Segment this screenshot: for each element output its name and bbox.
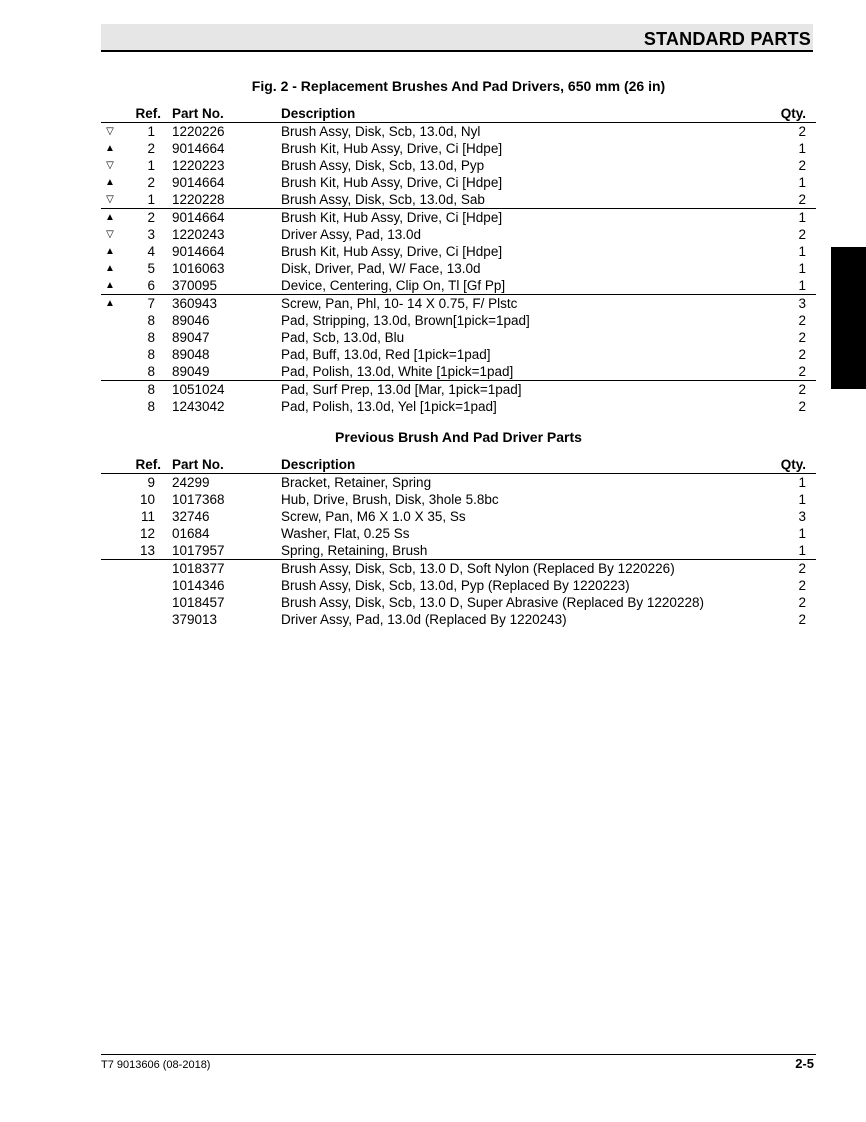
quantity-cell: 1 (798, 210, 806, 225)
description-cell: Driver Assy, Pad, 13.0d (281, 227, 422, 242)
quantity-cell: 2 (798, 158, 806, 173)
quantity-cell: 1 (798, 492, 806, 507)
ref-cell: 9 (147, 475, 155, 490)
header-bar (101, 24, 813, 52)
ref-cell: 11 (140, 509, 155, 524)
footer-divider (101, 1054, 816, 1055)
change-marker-icon: ▲ (105, 280, 115, 291)
col-qty-header: Qty. (780, 106, 806, 121)
part-number-cell: 1017368 (172, 492, 225, 507)
part-number-cell: 1220223 (172, 158, 225, 173)
quantity-cell: 2 (798, 124, 806, 139)
change-marker-icon: ▲ (105, 143, 115, 154)
section-thumb-tab (831, 247, 866, 389)
change-marker-icon: ▲ (105, 263, 115, 274)
part-number-cell: 1018457 (172, 595, 225, 610)
quantity-cell: 1 (798, 543, 806, 558)
part-number-cell: 379013 (172, 612, 218, 627)
part-number-cell: 1014346 (172, 578, 225, 593)
parts-table-previous (101, 457, 816, 628)
quantity-cell: 2 (798, 313, 806, 328)
table-row (101, 260, 816, 277)
ref-cell: 10 (139, 492, 155, 507)
table-row (101, 525, 816, 542)
part-number-cell: 9014664 (172, 244, 225, 259)
table-row (101, 398, 816, 415)
description-cell: Brush Kit, Hub Assy, Drive, Ci [Hdpe] (281, 175, 503, 190)
description-cell: Brush Kit, Hub Assy, Drive, Ci [Hdpe] (281, 141, 503, 156)
description-cell: Brush Assy, Disk, Scb, 13.0 D, Super Abrasive (Replaced By 1220228) (281, 595, 704, 610)
table-row (101, 243, 816, 260)
ref-cell: 1 (147, 158, 155, 173)
ref-cell: 5 (147, 261, 155, 276)
parts-table-replacement (101, 106, 816, 415)
part-number-cell: 24299 (172, 475, 210, 490)
col-desc-header: Description (281, 106, 356, 121)
table-header (101, 106, 816, 123)
change-marker-icon: ▽ (106, 160, 114, 171)
section-title-previous: Previous Brush And Pad Driver Parts (335, 429, 582, 445)
col-desc-header: Description (281, 457, 356, 472)
ref-cell: 7 (147, 296, 155, 311)
description-cell: Device, Centering, Clip On, Tl [Gf Pp] (281, 278, 506, 293)
ref-cell: 8 (147, 364, 155, 379)
part-number-cell: 1051024 (172, 382, 225, 397)
ref-cell: 8 (147, 382, 155, 397)
table-row (101, 508, 816, 525)
part-number-cell: 370095 (172, 278, 218, 293)
table-row (101, 191, 816, 208)
part-number-cell: 1016063 (172, 261, 225, 276)
change-marker-icon: ▽ (106, 229, 114, 240)
ref-cell: 8 (147, 330, 155, 345)
quantity-cell: 3 (798, 509, 806, 524)
part-number-cell: 1018377 (172, 561, 225, 576)
quantity-cell: 2 (798, 399, 806, 414)
change-marker-icon: ▽ (106, 126, 114, 137)
part-number-cell: 9014664 (172, 210, 225, 225)
col-ref-header: Ref. (135, 106, 161, 121)
ref-cell: 8 (147, 399, 155, 414)
quantity-cell: 1 (798, 475, 806, 490)
ref-cell: 4 (147, 244, 155, 259)
quantity-cell: 2 (798, 364, 806, 379)
quantity-cell: 1 (798, 175, 806, 190)
description-cell: Pad, Polish, 13.0d, White [1pick=1pad] (281, 364, 514, 379)
table-row (101, 140, 816, 157)
figure-title: Fig. 2 - Replacement Brushes And Pad Drivers, 650 mm (26 in) (251, 78, 666, 94)
quantity-cell: 2 (798, 192, 806, 207)
table-row (101, 226, 816, 243)
quantity-cell: 1 (798, 526, 806, 541)
ref-cell: 2 (147, 210, 155, 225)
description-cell: Brush Assy, Disk, Scb, 13.0d, Sab (281, 192, 485, 207)
description-cell: Pad, Surf Prep, 13.0d [Mar, 1pick=1pad] (281, 382, 522, 397)
ref-cell: 2 (147, 175, 155, 190)
change-marker-icon: ▽ (106, 194, 114, 205)
part-number-cell: 89046 (172, 313, 210, 328)
page-number: 2-5 (795, 1056, 814, 1071)
table-row (101, 174, 816, 191)
description-cell: Brush Assy, Disk, Scb, 13.0d, Pyp (Replaced By 1220223) (281, 578, 630, 593)
description-cell: Hub, Drive, Brush, Disk, 3hole 5.8bc (281, 492, 499, 507)
change-marker-icon: ▲ (105, 212, 115, 223)
table-row (101, 542, 816, 559)
description-cell: Brush Kit, Hub Assy, Drive, Ci [Hdpe] (281, 210, 503, 225)
table-row (101, 474, 816, 491)
table-row (101, 208, 816, 226)
description-cell: Pad, Polish, 13.0d, Yel [1pick=1pad] (281, 399, 497, 414)
col-qty-header: Qty. (780, 457, 806, 472)
table-body (101, 474, 816, 628)
quantity-cell: 1 (798, 261, 806, 276)
quantity-cell: 1 (798, 141, 806, 156)
description-cell: Screw, Pan, M6 X 1.0 X 35, Ss (281, 509, 466, 524)
quantity-cell: 2 (798, 347, 806, 362)
part-number-cell: 32746 (172, 509, 210, 524)
quantity-cell: 1 (798, 278, 806, 293)
quantity-cell: 1 (798, 244, 806, 259)
part-number-cell: 89047 (172, 330, 210, 345)
description-cell: Screw, Pan, Phl, 10- 14 X 0.75, F/ Plstc (281, 296, 518, 311)
part-number-cell: 89049 (172, 364, 210, 379)
quantity-cell: 2 (798, 227, 806, 242)
ref-cell: 8 (147, 313, 155, 328)
ref-cell: 13 (139, 543, 155, 558)
table-row (101, 294, 816, 312)
ref-cell: 1 (147, 124, 155, 139)
change-marker-icon: ▲ (105, 246, 115, 257)
description-cell: Brush Kit, Hub Assy, Drive, Ci [Hdpe] (281, 244, 503, 259)
document-number: T7 9013606 (08-2018) (101, 1059, 211, 1071)
part-number-cell: 360943 (172, 296, 218, 311)
quantity-cell: 2 (798, 595, 806, 610)
table-row (101, 594, 816, 611)
table-row (101, 491, 816, 508)
table-row (101, 277, 816, 294)
description-cell: Pad, Stripping, 13.0d, Brown[1pick=1pad] (281, 313, 530, 328)
part-number-cell: 1243042 (172, 399, 225, 414)
description-cell: Disk, Driver, Pad, W/ Face, 13.0d (281, 261, 481, 276)
description-cell: Brush Assy, Disk, Scb, 13.0d, Nyl (281, 124, 481, 139)
change-marker-icon: ▲ (105, 177, 115, 188)
table-row (101, 363, 816, 380)
description-cell: Washer, Flat, 0.25 Ss (281, 526, 410, 541)
table-row (101, 559, 816, 577)
ref-cell: 2 (147, 141, 155, 156)
description-cell: Spring, Retaining, Brush (281, 543, 428, 558)
table-row (101, 312, 816, 329)
description-cell: Pad, Scb, 13.0d, Blu (281, 330, 405, 345)
table-body (101, 123, 816, 415)
quantity-cell: 2 (798, 330, 806, 345)
col-ref-header: Ref. (135, 457, 161, 472)
change-marker-icon: ▲ (105, 298, 115, 309)
col-part-header: Part No. (172, 106, 224, 121)
quantity-cell: 2 (798, 578, 806, 593)
ref-cell: 12 (139, 526, 155, 541)
table-row (101, 123, 816, 140)
part-number-cell: 1220243 (172, 227, 225, 242)
ref-cell: 3 (147, 227, 155, 242)
table-row (101, 380, 816, 398)
quantity-cell: 3 (798, 296, 806, 311)
part-number-cell: 1220228 (172, 192, 225, 207)
page-title: STANDARD PARTS (643, 29, 811, 49)
description-cell: Driver Assy, Pad, 13.0d (Replaced By 1220243) (281, 612, 567, 627)
col-part-header: Part No. (172, 457, 224, 472)
table-row (101, 577, 816, 594)
part-number-cell: 01684 (172, 526, 210, 541)
description-cell: Bracket, Retainer, Spring (281, 475, 432, 490)
quantity-cell: 2 (798, 382, 806, 397)
part-number-cell: 1017957 (172, 543, 225, 558)
part-number-cell: 1220226 (172, 124, 225, 139)
table-row (101, 611, 816, 628)
description-cell: Pad, Buff, 13.0d, Red [1pick=1pad] (281, 347, 491, 362)
part-number-cell: 9014664 (172, 175, 225, 190)
ref-cell: 6 (147, 278, 155, 293)
quantity-cell: 2 (798, 561, 806, 576)
table-header (101, 457, 816, 474)
table-row (101, 329, 816, 346)
ref-cell: 1 (147, 192, 155, 207)
part-number-cell: 89048 (172, 347, 210, 362)
table-row (101, 346, 816, 363)
quantity-cell: 2 (798, 612, 806, 627)
description-cell: Brush Assy, Disk, Scb, 13.0d, Pyp (281, 158, 485, 173)
part-number-cell: 9014664 (172, 141, 225, 156)
table-row (101, 157, 816, 174)
ref-cell: 8 (147, 347, 155, 362)
description-cell: Brush Assy, Disk, Scb, 13.0 D, Soft Nylon (Replaced By 1220226) (281, 561, 675, 576)
